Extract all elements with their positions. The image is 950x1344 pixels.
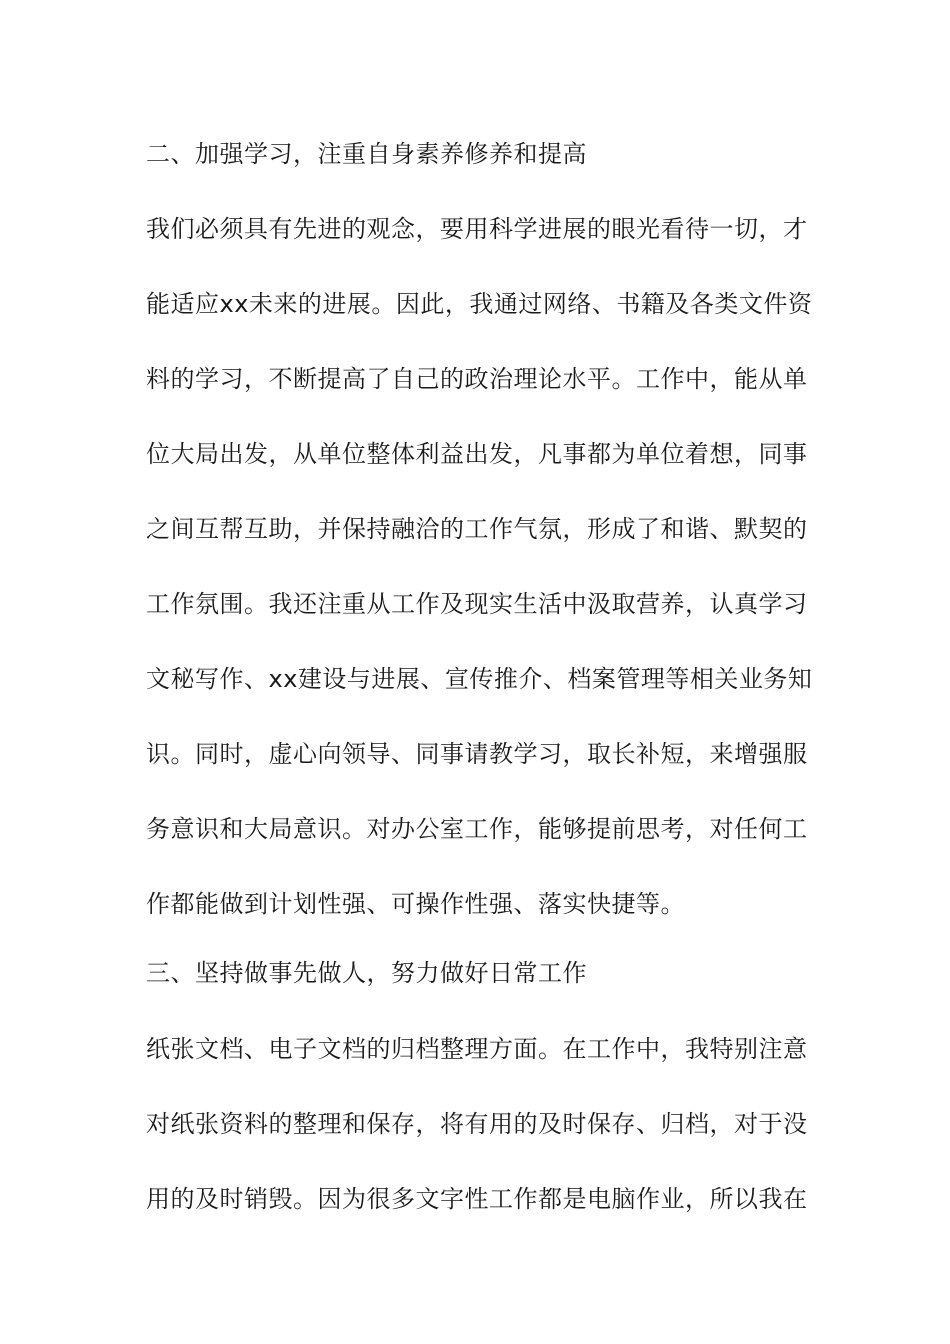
paragraph-line: 料的学习，不断提高了自己的政治理论水平。工作中，能从单 (146, 365, 808, 393)
section-heading-2: 二、加强学习，注重自身素养修养和提高 (146, 140, 587, 168)
paragraph-line: 对纸张资料的整理和保存，将有用的及时保存、归档，对于没 (146, 1110, 808, 1138)
paragraph-line: 之间互帮互助，并保持融洽的工作气氛，形成了和谐、默契的 (146, 515, 808, 543)
paragraph-line: 纸张文档、电子文档的归档整理方面。在工作中，我特别注意 (146, 1035, 808, 1063)
paragraph-line: 位大局出发，从单位整体利益出发，凡事都为单位着想，同事 (146, 440, 808, 468)
paragraph-line: 文秘写作、xx建设与进展、宣传推介、档案管理等相关业务知 (146, 665, 813, 693)
paragraph-line: 我们必须具有先进的观念，要用科学进展的眼光看待一切，才 (146, 215, 808, 243)
paragraph-line: 能适应xx未来的进展。因此，我通过网络、书籍及各类文件资 (146, 290, 813, 318)
paragraph-line: 识。同时，虚心向领导、同事请教学习，取长补短，来增强服 (146, 740, 808, 768)
paragraph-line: 务意识和大局意识。对办公室工作，能够提前思考，对任何工 (146, 815, 808, 843)
section-heading-3: 三、坚持做事先做人，努力做好日常工作 (146, 959, 587, 987)
paragraph-line: 用的及时销毁。因为很多文字性工作都是电脑作业，所以我在 (146, 1185, 808, 1213)
paragraph-line: 工作氛围。我还注重从工作及现实生活中汲取营养，认真学习 (146, 590, 808, 618)
paragraph-line: 作都能做到计划性强、可操作性强、落实快捷等。 (146, 890, 685, 918)
